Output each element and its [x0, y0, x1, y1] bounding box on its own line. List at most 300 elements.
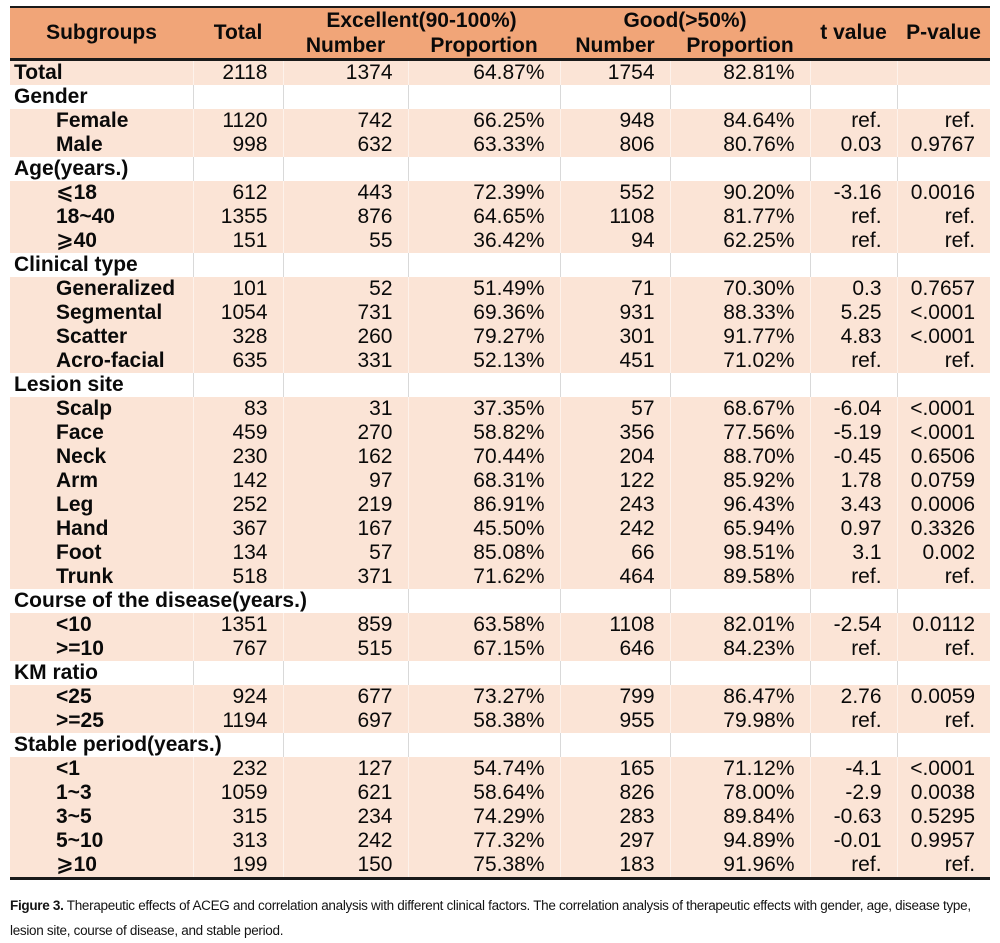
- figure-caption: [10, 893, 992, 943]
- table-row: [10, 709, 990, 733]
- cell-good-proportion: 94.89%: [670, 829, 810, 853]
- cell-excellent-number: 234: [283, 805, 408, 829]
- table-row: [10, 133, 990, 157]
- cell-good-number: 799: [560, 685, 670, 709]
- cell-t-value: -0.63: [810, 805, 897, 829]
- cell-good-proportion: 91.77%: [670, 325, 810, 349]
- cell-t-value: 2.76: [810, 685, 897, 709]
- cell-total: 612: [193, 181, 283, 205]
- table-row: [10, 781, 990, 805]
- cell-good-number: 1108: [560, 205, 670, 229]
- cell-excellent-proportion: 70.44%: [408, 445, 560, 469]
- table-row: [10, 613, 990, 637]
- table-row: [10, 181, 990, 205]
- header-row-1: [10, 7, 990, 35]
- empty-cell: [560, 157, 670, 181]
- empty-cell: [283, 85, 408, 109]
- cell-excellent-proportion: 54.74%: [408, 757, 560, 781]
- cell-excellent-proportion: 37.35%: [408, 397, 560, 421]
- empty-cell: [283, 157, 408, 181]
- section-row: [10, 589, 990, 613]
- empty-cell: [408, 253, 560, 277]
- cell-p-value: 0.6506: [897, 445, 990, 469]
- row-label: <25: [10, 685, 193, 709]
- empty-cell: [560, 373, 670, 397]
- col-header-total: Total: [193, 7, 283, 60]
- empty-cell: [560, 733, 670, 757]
- cell-excellent-proportion: 66.25%: [408, 109, 560, 133]
- cell-p-value: 0.0038: [897, 781, 990, 805]
- cell-excellent-proportion: 58.82%: [408, 421, 560, 445]
- cell-total: 459: [193, 421, 283, 445]
- cell-excellent-number: 742: [283, 109, 408, 133]
- section-row: [10, 661, 990, 685]
- cell-excellent-proportion: 73.27%: [408, 685, 560, 709]
- cell-excellent-proportion: 71.62%: [408, 565, 560, 589]
- cell-good-number: 71: [560, 277, 670, 301]
- section-label: Clinical type: [10, 253, 193, 277]
- empty-cell: [283, 253, 408, 277]
- empty-cell: [897, 253, 990, 277]
- row-label: Neck: [10, 445, 193, 469]
- empty-cell: [670, 661, 810, 685]
- section-label: Stable period(years.): [10, 733, 283, 757]
- cell-good-number: 464: [560, 565, 670, 589]
- cell-good-number: 806: [560, 133, 670, 157]
- empty-cell: [810, 733, 897, 757]
- empty-cell: [408, 733, 560, 757]
- cell-p-value: 0.9767: [897, 133, 990, 157]
- empty-cell: [810, 373, 897, 397]
- empty-cell: [560, 661, 670, 685]
- cell-total: 315: [193, 805, 283, 829]
- row-label: Face: [10, 421, 193, 445]
- cell-excellent-proportion: 69.36%: [408, 301, 560, 325]
- cell-excellent-number: 52: [283, 277, 408, 301]
- cell-t-value: 0.97: [810, 517, 897, 541]
- row-label: 18~40: [10, 205, 193, 229]
- row-label: ⩽18: [10, 181, 193, 205]
- section-row: [10, 373, 990, 397]
- cell-excellent-proportion: 63.33%: [408, 133, 560, 157]
- section-row: [10, 85, 990, 109]
- col-header-good-proportion: Proportion: [670, 35, 810, 60]
- cell-good-number: 301: [560, 325, 670, 349]
- row-label: Scatter: [10, 325, 193, 349]
- cell-p-value: 0.0059: [897, 685, 990, 709]
- table-row: [10, 205, 990, 229]
- table-row: [10, 445, 990, 469]
- cell-excellent-proportion: 45.50%: [408, 517, 560, 541]
- section-label: Gender: [10, 85, 193, 109]
- cell-total: 142: [193, 469, 283, 493]
- cell-good-number: 826: [560, 781, 670, 805]
- empty-cell: [193, 661, 283, 685]
- row-label: Scalp: [10, 397, 193, 421]
- cell-good-proportion: 88.33%: [670, 301, 810, 325]
- cell-excellent-number: 697: [283, 709, 408, 733]
- table-header: [10, 7, 990, 60]
- figure-caption-text: Therapeutic effects of ACEG and correlation analysis with different clinical factors. The correlation analysis of therapeutic effects with gender, age, disease type, lesion site, course of disease, and stable period.: [10, 898, 971, 938]
- cell-excellent-number: 127: [283, 757, 408, 781]
- cell-p-value: <.0001: [897, 325, 990, 349]
- table-body: [10, 60, 990, 879]
- cell-p-value: 0.0016: [897, 181, 990, 205]
- cell-excellent-number: 876: [283, 205, 408, 229]
- cell-good-proportion: 65.94%: [670, 517, 810, 541]
- cell-total: 367: [193, 517, 283, 541]
- table-row: [10, 805, 990, 829]
- cell-good-proportion: 71.02%: [670, 349, 810, 373]
- table-row: [10, 685, 990, 709]
- cell-total: 230: [193, 445, 283, 469]
- cell-excellent-proportion: 36.42%: [408, 229, 560, 253]
- empty-cell: [408, 157, 560, 181]
- cell-excellent-number: 859: [283, 613, 408, 637]
- cell-total: 518: [193, 565, 283, 589]
- empty-cell: [560, 85, 670, 109]
- empty-cell: [560, 589, 670, 613]
- cell-total: 1059: [193, 781, 283, 805]
- cell-good-number: 242: [560, 517, 670, 541]
- empty-cell: [283, 661, 408, 685]
- table-row: [10, 60, 990, 86]
- cell-t-value: -6.04: [810, 397, 897, 421]
- section-label: Age(years.): [10, 157, 193, 181]
- cell-total: 313: [193, 829, 283, 853]
- col-header-excellent: Excellent(90-100%): [283, 7, 560, 35]
- empty-cell: [810, 85, 897, 109]
- cell-p-value: 0.3326: [897, 517, 990, 541]
- cell-excellent-number: 677: [283, 685, 408, 709]
- cell-excellent-number: 150: [283, 853, 408, 879]
- cell-excellent-proportion: 58.64%: [408, 781, 560, 805]
- empty-cell: [408, 373, 560, 397]
- cell-good-proportion: 84.64%: [670, 109, 810, 133]
- cell-p-value: <.0001: [897, 301, 990, 325]
- table-row: [10, 397, 990, 421]
- cell-good-number: 955: [560, 709, 670, 733]
- table-row: [10, 301, 990, 325]
- row-label: Segmental: [10, 301, 193, 325]
- cell-good-proportion: 68.67%: [670, 397, 810, 421]
- cell-total: 1355: [193, 205, 283, 229]
- empty-cell: [193, 157, 283, 181]
- empty-cell: [283, 373, 408, 397]
- empty-cell: [193, 253, 283, 277]
- cell-t-value: 4.83: [810, 325, 897, 349]
- cell-total: 151: [193, 229, 283, 253]
- cell-total: 83: [193, 397, 283, 421]
- cell-t-value: 5.25: [810, 301, 897, 325]
- cell-good-proportion: 70.30%: [670, 277, 810, 301]
- cell-good-number: 1108: [560, 613, 670, 637]
- cell-t-value: ref.: [810, 853, 897, 879]
- empty-cell: [897, 373, 990, 397]
- table-row: [10, 829, 990, 853]
- cell-good-proportion: 78.00%: [670, 781, 810, 805]
- cell-p-value: 0.0006: [897, 493, 990, 517]
- row-label: Leg: [10, 493, 193, 517]
- cell-total: 998: [193, 133, 283, 157]
- cell-excellent-proportion: 85.08%: [408, 541, 560, 565]
- cell-total: 767: [193, 637, 283, 661]
- table-row: [10, 325, 990, 349]
- cell-excellent-proportion: 63.58%: [408, 613, 560, 637]
- cell-p-value: 0.7657: [897, 277, 990, 301]
- cell-excellent-proportion: 67.15%: [408, 637, 560, 661]
- cell-excellent-number: 1374: [283, 60, 408, 86]
- empty-cell: [283, 733, 408, 757]
- row-label: ⩾10: [10, 853, 193, 879]
- cell-t-value: -2.9: [810, 781, 897, 805]
- cell-t-value: ref.: [810, 709, 897, 733]
- row-label: Male: [10, 133, 193, 157]
- cell-total: 232: [193, 757, 283, 781]
- empty-cell: [897, 589, 990, 613]
- cell-excellent-number: 731: [283, 301, 408, 325]
- cell-total: 252: [193, 493, 283, 517]
- cell-total: 1120: [193, 109, 283, 133]
- cell-t-value: 0.03: [810, 133, 897, 157]
- table-row: [10, 637, 990, 661]
- cell-excellent-number: 57: [283, 541, 408, 565]
- row-label: >=25: [10, 709, 193, 733]
- cell-excellent-proportion: 75.38%: [408, 853, 560, 879]
- cell-excellent-number: 515: [283, 637, 408, 661]
- cell-excellent-number: 55: [283, 229, 408, 253]
- empty-cell: [670, 253, 810, 277]
- cell-t-value: -0.01: [810, 829, 897, 853]
- table-row: [10, 421, 990, 445]
- cell-t-value: ref.: [810, 109, 897, 133]
- table-row: [10, 757, 990, 781]
- cell-p-value: [897, 60, 990, 86]
- cell-good-proportion: 82.01%: [670, 613, 810, 637]
- table-row: [10, 853, 990, 879]
- cell-p-value: 0.002: [897, 541, 990, 565]
- cell-good-proportion: 88.70%: [670, 445, 810, 469]
- cell-total: 1194: [193, 709, 283, 733]
- section-row: [10, 253, 990, 277]
- cell-total: 924: [193, 685, 283, 709]
- col-header-p-value: P-value: [897, 7, 990, 60]
- cell-total: 101: [193, 277, 283, 301]
- cell-good-proportion: 79.98%: [670, 709, 810, 733]
- cell-good-number: 931: [560, 301, 670, 325]
- cell-p-value: ref.: [897, 637, 990, 661]
- figure-3: [10, 6, 990, 943]
- cell-good-proportion: 98.51%: [670, 541, 810, 565]
- row-label: Arm: [10, 469, 193, 493]
- cell-t-value: 3.1: [810, 541, 897, 565]
- row-label: <10: [10, 613, 193, 637]
- cell-good-number: 297: [560, 829, 670, 853]
- cell-excellent-number: 260: [283, 325, 408, 349]
- cell-p-value: <.0001: [897, 397, 990, 421]
- cell-good-proportion: 62.25%: [670, 229, 810, 253]
- row-label: 3~5: [10, 805, 193, 829]
- cell-excellent-proportion: 58.38%: [408, 709, 560, 733]
- empty-cell: [408, 589, 560, 613]
- cell-good-number: 451: [560, 349, 670, 373]
- row-label: Female: [10, 109, 193, 133]
- cell-good-proportion: 86.47%: [670, 685, 810, 709]
- cell-excellent-number: 97: [283, 469, 408, 493]
- cell-good-proportion: 91.96%: [670, 853, 810, 879]
- cell-good-proportion: 89.58%: [670, 565, 810, 589]
- cell-excellent-number: 270: [283, 421, 408, 445]
- cell-t-value: 1.78: [810, 469, 897, 493]
- cell-good-proportion: 85.92%: [670, 469, 810, 493]
- cell-excellent-proportion: 64.87%: [408, 60, 560, 86]
- cell-good-number: 283: [560, 805, 670, 829]
- cell-p-value: 0.0112: [897, 613, 990, 637]
- cell-good-proportion: 80.76%: [670, 133, 810, 157]
- cell-p-value: ref.: [897, 709, 990, 733]
- cell-excellent-number: 632: [283, 133, 408, 157]
- table-row: [10, 469, 990, 493]
- cell-p-value: ref.: [897, 349, 990, 373]
- cell-excellent-proportion: 52.13%: [408, 349, 560, 373]
- col-header-excellent-number: Number: [283, 35, 408, 60]
- row-label: 1~3: [10, 781, 193, 805]
- cell-good-number: 165: [560, 757, 670, 781]
- cell-t-value: -0.45: [810, 445, 897, 469]
- figure-table: [10, 6, 990, 880]
- table-row: [10, 541, 990, 565]
- empty-cell: [670, 589, 810, 613]
- cell-t-value: -4.1: [810, 757, 897, 781]
- cell-t-value: 3.43: [810, 493, 897, 517]
- col-header-excellent-proportion: Proportion: [408, 35, 560, 60]
- section-label: Lesion site: [10, 373, 193, 397]
- cell-good-number: 552: [560, 181, 670, 205]
- empty-cell: [897, 733, 990, 757]
- cell-good-number: 94: [560, 229, 670, 253]
- table-row: [10, 517, 990, 541]
- figure-caption-label: Figure 3.: [10, 898, 64, 913]
- empty-cell: [193, 85, 283, 109]
- cell-excellent-proportion: 51.49%: [408, 277, 560, 301]
- cell-excellent-number: 31: [283, 397, 408, 421]
- empty-cell: [670, 157, 810, 181]
- cell-total: 134: [193, 541, 283, 565]
- section-label: KM ratio: [10, 661, 193, 685]
- cell-excellent-proportion: 77.32%: [408, 829, 560, 853]
- cell-excellent-number: 242: [283, 829, 408, 853]
- cell-good-proportion: 84.23%: [670, 637, 810, 661]
- cell-t-value: ref.: [810, 349, 897, 373]
- cell-t-value: ref.: [810, 205, 897, 229]
- cell-excellent-number: 621: [283, 781, 408, 805]
- empty-cell: [810, 157, 897, 181]
- row-label: Acro-facial: [10, 349, 193, 373]
- cell-good-number: 66: [560, 541, 670, 565]
- cell-t-value: [810, 60, 897, 86]
- cell-good-number: 243: [560, 493, 670, 517]
- cell-good-proportion: 90.20%: [670, 181, 810, 205]
- cell-excellent-number: 167: [283, 517, 408, 541]
- cell-excellent-proportion: 74.29%: [408, 805, 560, 829]
- cell-excellent-number: 219: [283, 493, 408, 517]
- cell-excellent-number: 371: [283, 565, 408, 589]
- section-row: [10, 733, 990, 757]
- row-label: Total: [10, 60, 193, 86]
- empty-cell: [897, 85, 990, 109]
- cell-t-value: -5.19: [810, 421, 897, 445]
- cell-p-value: <.0001: [897, 421, 990, 445]
- empty-cell: [408, 661, 560, 685]
- cell-excellent-number: 443: [283, 181, 408, 205]
- section-row: [10, 157, 990, 181]
- cell-good-proportion: 81.77%: [670, 205, 810, 229]
- cell-excellent-proportion: 79.27%: [408, 325, 560, 349]
- cell-total: 1351: [193, 613, 283, 637]
- cell-excellent-proportion: 68.31%: [408, 469, 560, 493]
- cell-total: 1054: [193, 301, 283, 325]
- col-header-good-number: Number: [560, 35, 670, 60]
- cell-good-proportion: 71.12%: [670, 757, 810, 781]
- cell-p-value: ref.: [897, 565, 990, 589]
- cell-good-number: 948: [560, 109, 670, 133]
- cell-t-value: ref.: [810, 637, 897, 661]
- cell-p-value: <.0001: [897, 757, 990, 781]
- cell-t-value: 0.3: [810, 277, 897, 301]
- col-header-t-value: t value: [810, 7, 897, 60]
- cell-t-value: -3.16: [810, 181, 897, 205]
- cell-good-proportion: 89.84%: [670, 805, 810, 829]
- row-label: Generalized: [10, 277, 193, 301]
- cell-good-number: 1754: [560, 60, 670, 86]
- cell-good-proportion: 82.81%: [670, 60, 810, 86]
- cell-good-number: 646: [560, 637, 670, 661]
- cell-good-proportion: 77.56%: [670, 421, 810, 445]
- cell-p-value: ref.: [897, 109, 990, 133]
- empty-cell: [810, 589, 897, 613]
- cell-excellent-number: 162: [283, 445, 408, 469]
- cell-p-value: 0.5295: [897, 805, 990, 829]
- empty-cell: [810, 661, 897, 685]
- cell-good-number: 183: [560, 853, 670, 879]
- empty-cell: [408, 85, 560, 109]
- cell-t-value: -2.54: [810, 613, 897, 637]
- table-row: [10, 277, 990, 301]
- cell-t-value: ref.: [810, 565, 897, 589]
- row-label: Trunk: [10, 565, 193, 589]
- empty-cell: [897, 157, 990, 181]
- empty-cell: [897, 661, 990, 685]
- table-row: [10, 349, 990, 373]
- row-label: <1: [10, 757, 193, 781]
- cell-p-value: 0.9957: [897, 829, 990, 853]
- empty-cell: [560, 253, 670, 277]
- cell-excellent-proportion: 64.65%: [408, 205, 560, 229]
- cell-total: 635: [193, 349, 283, 373]
- row-label: 5~10: [10, 829, 193, 853]
- empty-cell: [670, 373, 810, 397]
- empty-cell: [810, 253, 897, 277]
- table-row: [10, 109, 990, 133]
- cell-p-value: ref.: [897, 205, 990, 229]
- cell-p-value: ref.: [897, 853, 990, 879]
- cell-good-number: 57: [560, 397, 670, 421]
- cell-good-number: 204: [560, 445, 670, 469]
- table-row: [10, 493, 990, 517]
- row-label: Foot: [10, 541, 193, 565]
- table-row: [10, 229, 990, 253]
- cell-excellent-proportion: 86.91%: [408, 493, 560, 517]
